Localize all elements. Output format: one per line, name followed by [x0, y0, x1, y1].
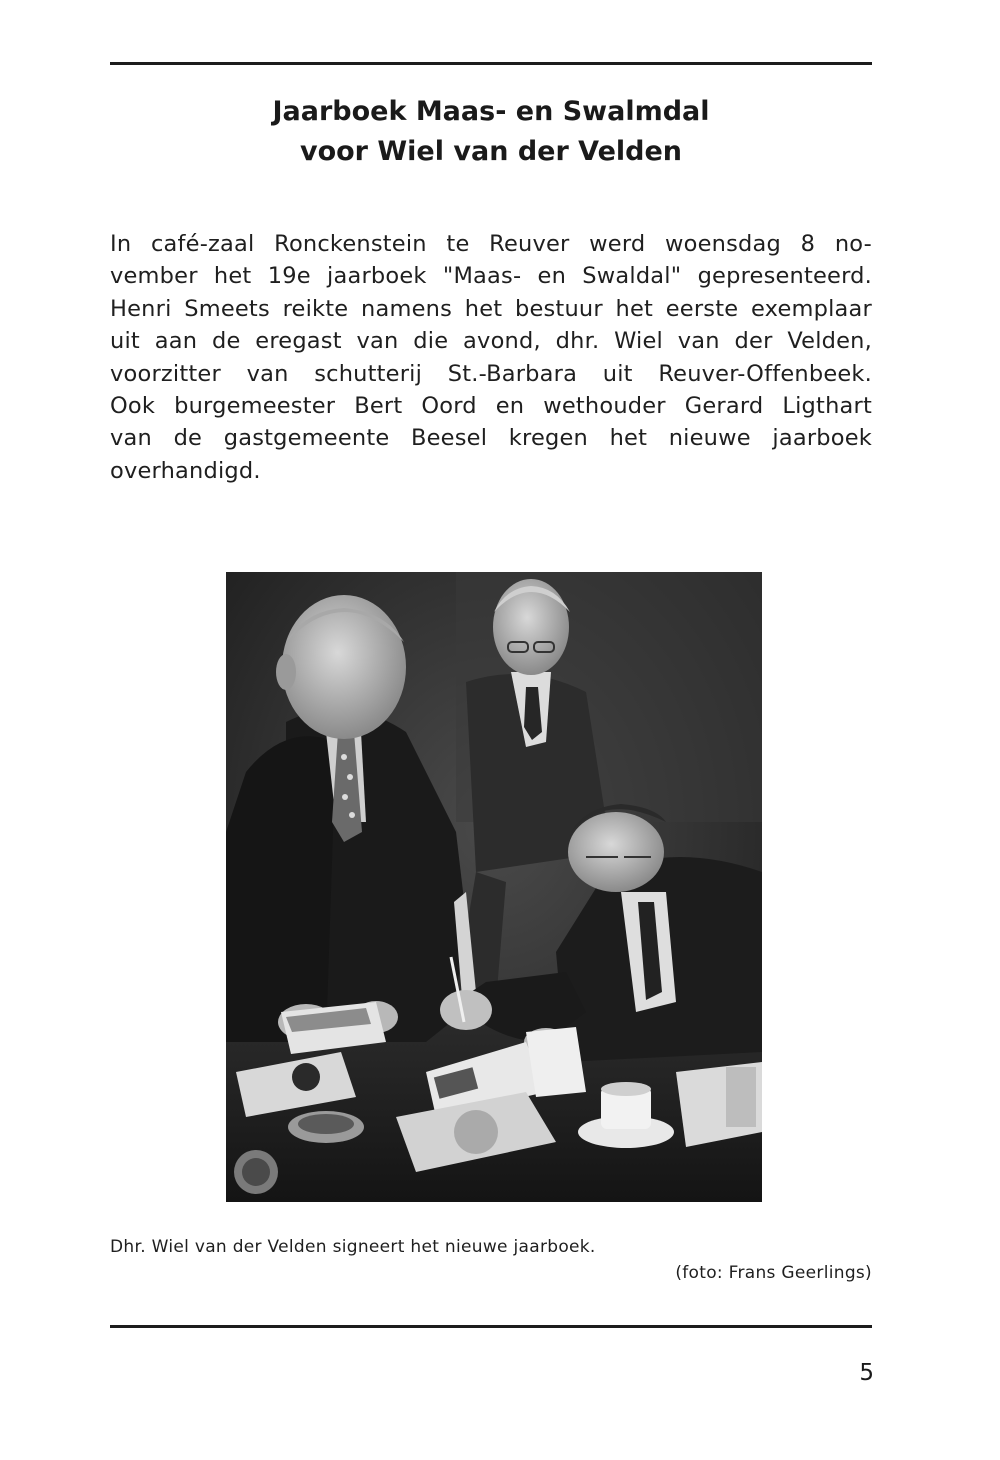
- article-body-line: vember het 19e jaarboek "Maas- en Swaldal" gepresenteerd.: [110, 263, 872, 290]
- bottom-rule: [110, 1325, 872, 1328]
- article-body-line: uit aan de eregast van die avond, dhr. Wiel van der Velden,: [110, 328, 872, 355]
- article-title-line-1: Jaarboek Maas- en Swalmdal: [272, 96, 710, 127]
- photo-caption: Dhr. Wiel van der Velden signeert het nieuwe jaarboek.: [110, 1237, 596, 1257]
- article-body-line: In café-zaal Ronckenstein te Reuver werd woensdag 8 no-: [110, 231, 872, 257]
- article-title: [110, 92, 872, 172]
- article-title-line-2: voor Wiel van der Velden: [299, 136, 683, 167]
- article-body: [110, 228, 872, 487]
- article-body-line: voorzitter van schutterij St.-Barbara uit Reuver-Offenbeek.: [110, 360, 872, 387]
- article-body-line: van de gastgemeente Beesel kregen het nieuwe jaarboek: [110, 425, 872, 452]
- article-body-line: Henri Smeets reikte namens het bestuur het eerste exemplaar: [110, 295, 872, 322]
- article-photo: [226, 572, 762, 1202]
- article-body-line: overhandigd.: [110, 457, 261, 484]
- top-rule: [110, 62, 872, 65]
- article-body-line: Ook burgemeester Bert Oord en wethouder Gerard Ligthart: [110, 393, 872, 420]
- photo-credit: (foto: Frans Geerlings): [675, 1263, 872, 1283]
- page-number: 5: [859, 1360, 874, 1386]
- photo-illustration: [226, 572, 762, 1202]
